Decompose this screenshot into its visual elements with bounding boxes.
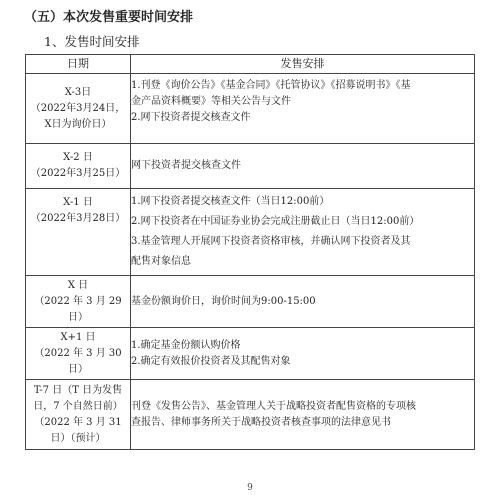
- section-title: （五）本次发售重要时间安排: [24, 10, 194, 25]
- arrangement-line: 刊登《发售公告》、基金管理人关于战略投资者配售资格的专项核: [131, 400, 416, 412]
- arrangement-cell: [131, 380, 475, 450]
- page-number: 9: [247, 483, 253, 493]
- date-line: （2022年3月25日）: [30, 168, 126, 179]
- date-cell: [26, 189, 131, 276]
- date-line: X+1 日: [60, 331, 96, 343]
- table-header-row: [26, 55, 475, 74]
- table-row: [26, 189, 475, 276]
- date-line: （2022 年 3 月 31: [34, 416, 122, 428]
- date-line: X-2 日: [63, 152, 93, 163]
- arrangement-cell: [131, 276, 475, 328]
- table-row: [26, 276, 475, 328]
- date-cell: [26, 328, 131, 380]
- date-line: 日）: [68, 311, 88, 323]
- arrangement-cell: [131, 328, 475, 380]
- date-line: （2022 年 3 月 30: [34, 347, 122, 359]
- arrangement-line: 1.网下投资者提交核查文件（当日12:00前）: [131, 196, 330, 207]
- table-row: [26, 380, 475, 450]
- date-line: X日为询价日）: [44, 118, 112, 130]
- arrangement-line: 2.网下投资者提交核查文件: [131, 112, 251, 123]
- header-arrangement: 发售安排: [131, 55, 475, 74]
- arrangement-cell: [131, 189, 475, 276]
- date-line: 日）: [68, 363, 88, 375]
- date-line: 日）（预计）: [50, 432, 106, 444]
- arrangement-cell: [131, 74, 475, 144]
- arrangement-line: 1.刊登《询价公告》《基金合同》《托管协议》《招募说明书》《基: [131, 80, 411, 91]
- date-line: X-1 日: [63, 197, 93, 208]
- date-cell: [26, 276, 131, 328]
- arrangement-line: 网下投资者提交核查文件: [131, 160, 241, 171]
- table-row: [26, 144, 475, 189]
- date-line: 日，7 个自然日前）: [33, 400, 123, 412]
- arrangement-line: 1.确定基金份额认购价格: [131, 339, 241, 351]
- arrangement-line: 3.基金管理人开展网下投资者资格审核，并确认网下投资者及其: [131, 236, 411, 247]
- arrangement-line: 查报告、律师事务所关于战略投资者核查事项的法律意见书: [131, 416, 391, 428]
- date-line: （2022 年 3 月 29: [34, 295, 122, 307]
- date-cell: [26, 144, 131, 189]
- arrangement-line: 配售对象信息: [131, 256, 191, 267]
- header-date: 日期: [26, 55, 131, 74]
- arrangement-line: 2.确定有效报价投资者及其配售对象: [131, 355, 291, 367]
- schedule-table: [25, 54, 475, 450]
- arrangement-cell: [131, 144, 475, 189]
- subsection-title: 1、发售时间安排: [44, 34, 140, 49]
- table-row: [26, 74, 475, 144]
- date-line: （2022年3月28日）: [30, 213, 126, 224]
- date-cell: [26, 380, 131, 450]
- date-line: （2022年3月24日，: [30, 102, 126, 114]
- date-line: X-3日: [64, 86, 92, 98]
- date-line: T-7 日（T 日为发售: [33, 384, 123, 396]
- arrangement-line: 基金份额询价日，询价时间为9:00-15:00: [131, 295, 316, 307]
- date-cell: [26, 74, 131, 144]
- arrangement-line: 2.网下投资者在中国证券业协会完成注册截止日（当日12:00前）: [131, 216, 420, 227]
- arrangement-line: 金产品资料概要》等相关公告与文件: [131, 96, 291, 107]
- date-line: X 日: [67, 279, 89, 291]
- table-row: [26, 328, 475, 380]
